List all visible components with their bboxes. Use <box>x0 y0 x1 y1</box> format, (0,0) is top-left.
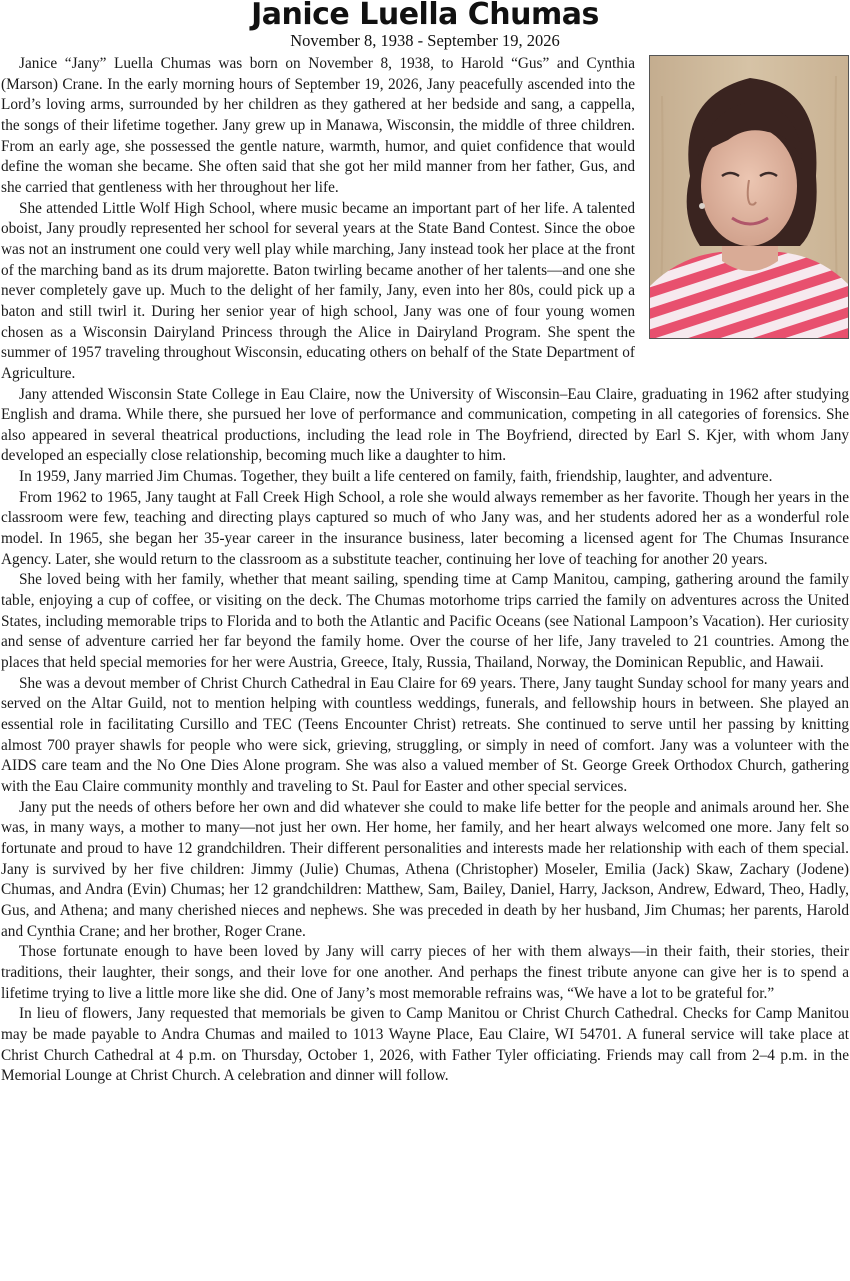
obituary-paragraph: In lieu of flowers, Jany requested that memorials be given to Camp Manitou or Christ Church Cathedral. Checks for Camp Manitou may be made payable to Andra Chumas and mailed to 1013 Wayne Place, Eau Claire, WI 54701. A funeral service will take place at Christ Church Cathedral at 4 p.m. on Thursday, October 1, 2026, with Father Tyler officiating. Friends may call from 2–4 p.m. in the Memorial Lounge at Christ Church. A celebration and dinner will follow. <box>1 1005 849 1085</box>
obituary-header <box>0 0 850 52</box>
life-dates: November 8, 1938 - September 19, 2026 <box>290 31 560 50</box>
portrait-illustration <box>650 56 848 338</box>
obituary-paragraph: From 1962 to 1965, Jany taught at Fall Creek High School, a role she would always remember as her favorite. Though her years in the classroom were few, teaching and directing plays captured so much of who Jany was, and her students adored her as a wonderful role model. In 1965, she began her 35-year career in the insurance business, later becoming a licensed agent for The Chumas Insurance Agency. Later, she would return to the classroom as a substitute teacher, continuing her love of teaching for another 20 years. <box>1 488 849 568</box>
obituary-body <box>1 54 849 1087</box>
obituary-paragraph: Jany attended Wisconsin State College in Eau Claire, now the University of Wisconsin–Eau Claire, graduating in 1962 after studying English and drama. While there, she pursued her love of performance and communication, competing in all categories of forensics. She also appeared in several theatrical productions, including the lead role in The Boyfriend, directed by Earl S. Kjer, with whom Jany developed an especially close relationship, becoming much like a daughter to him. <box>1 385 849 465</box>
obituary-paragraph: She was a devout member of Christ Church Cathedral in Eau Claire for 69 years. There, Jany taught Sunday school for many years and served on the Altar Guild, not to mention helping with countless weddings, funerals, and fellowship hours in between. She played an essential role in facilitating Cursillo and TEC (Teens Encounter Christ) retreats. She continued to serve until her passing by knitting almost 700 prayer shawls for people who were sick, grieving, struggling, or simply in need of comfort. Jany was a volunteer with the AIDS care team and the No One Dies Alone program. She was also a valued member of St. George Greek Orthodox Church, gathering with the Eau Claire community monthly and traveling to St. Paul for Easter and other special services. <box>1 674 849 795</box>
portrait-photo <box>649 55 849 339</box>
obituary-paragraph: She attended Little Wolf High School, where music became an important part of her life. A talented oboist, Jany proudly represented her school for several years at the State Band Contest. Since the oboe was not an instrument one could very well play while marching, Jany instead took her place at the front of the marching band as its drum majorette. Baton twirling became another of her talents—and one she never completely gave up. Much to the delight of her family, Jany, even into her 80s, could pick up a baton and still twirl it. During her senior year of high school, Jany was one of four young women chosen as a Wisconsin Dairyland Princess through the Alice in Dairyland Program. She spent the summer of 1957 traveling throughout Wisconsin, educating others on behalf of the State Department of Agriculture. <box>1 199 635 382</box>
obituary-paragraph: In 1959, Jany married Jim Chumas. Together, they built a life centered on family, faith, friendship, laughter, and adventure. <box>19 468 773 486</box>
obituary-paragraph: Jany put the needs of others before her own and did whatever she could to make life better for the people and animals around her. She was, in many ways, a mother to many—not just her own. Her home, her family, and her heart always welcomed one more. Jany felt so fortunate and proud to have 12 grandchildren. Their different personalities and interests made her relationship with each of them special. Jany is survived by her five children: Jimmy (Julie) Chumas, Athena (Christopher) Moseler, Emilia (Jack) Skaw, Zachary (Jodene) Chumas, and Andra (Evin) Chumas; her 12 grandchildren: Matthew, Sam, Bailey, Daniel, Harry, Jackson, Andrew, Edward, Theo, Hadly, Gus, and Athena; and many cherished nieces and nephews. She was preceded in death by her husband, Jim Chumas; her parents, Harold and Cynthia Crane; and her brother, Roger Crane. <box>1 798 849 940</box>
obituary-paragraph: Janice “Jany” Luella Chumas was born on November 8, 1938, to Harold “Gus” and Cynthia (Marson) Crane. In the early morning hours of September 19, 2026, Jany peacefully ascended into the Lord’s loving arms, surrounded by her children as they gathered at her bedside and sang, a cappella, the songs of their lifetime together. Jany grew up in Manawa, Wisconsin, the middle of three children. From an early age, she possessed the gentle nature, warmth, humor, and quiet confidence that would define the woman she became. She often said that she got her mild manner from her father, Gus, and she carried that gentleness with her throughout her life. <box>1 55 635 196</box>
obituary-paragraph: She loved being with her family, whether that meant sailing, spending time at Camp Manitou, camping, gathering around the family table, enjoying a cup of coffee, or visiting on the deck. The Chumas motorhome trips carried the family on adventures across the United States, including memorable trips to Florida and to both the Atlantic and Pacific Oceans (see National Lampoon’s Vacation). Her curiosity and sense of adventure carried her far beyond the family home. Over the course of her life, Jany traveled to 21 countries. Among the places that held special memories for her were Austria, Greece, Italy, Russia, Thailand, Norway, the Dominican Republic, and Hawaii. <box>1 571 849 672</box>
obituary-paragraph: Those fortunate enough to have been loved by Jany will carry pieces of her with them always—in their faith, their stories, their traditions, their laughter, their songs, and their love for one another. And perhaps the finest tribute anyone can give her is to spend a lifetime trying to live a little more like she did. One of Jany’s most memorable refrains was, “We have a lot to be grateful for.” <box>1 943 849 1002</box>
deceased-name-title: Janice Luella Chumas <box>251 0 599 32</box>
